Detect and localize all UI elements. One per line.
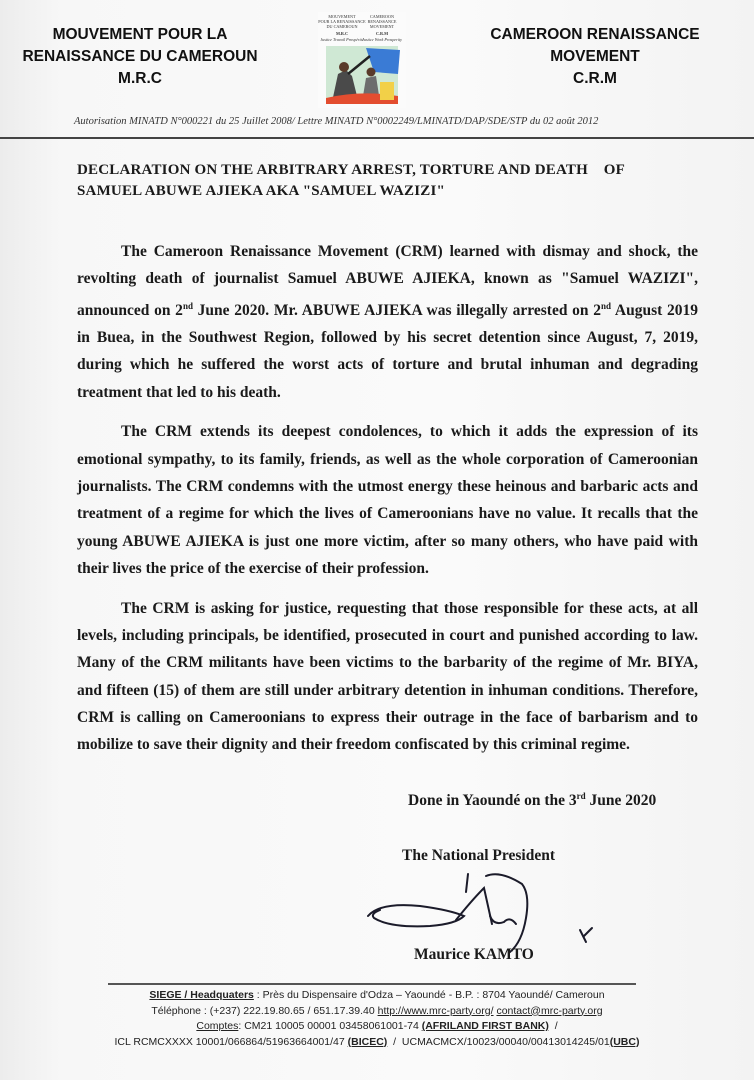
headquarters-address: : Près du Dispensaire d'Odza – Yaoundé - B.P. : 8704 Yaoundé/ Cameroun <box>253 989 605 1001</box>
party-acronym-en: C.R.M <box>573 70 617 87</box>
accounts-separator: / <box>548 1020 558 1032</box>
header-left-party-name <box>6 24 274 90</box>
handwritten-signature <box>360 866 600 958</box>
paragraph-1 <box>77 238 698 406</box>
header-right-party-name <box>470 24 720 90</box>
logo-text-left-3: DU CAMEROUN <box>326 24 358 29</box>
title-line-2: SAMUEL ABUWE AJIEKA AKA "SAMUEL WAZIZI" <box>77 183 446 199</box>
done-text-a: Done in Yaoundé on the 3 <box>408 792 577 810</box>
accounts-label: Comptes <box>196 1020 239 1032</box>
party-acronym-fr: M.R.C <box>118 70 162 87</box>
bank-name-2: (BICEC) <box>347 1035 388 1048</box>
footer-accounts-line-2 <box>52 1035 702 1051</box>
done-sup: rd <box>576 791 586 801</box>
account-number-1: : CM21 10005 00001 03458061001-74 <box>238 1020 422 1032</box>
p1-sup-2: nd <box>601 300 612 311</box>
party-name-fr-line1: MOUVEMENT POUR LA <box>52 26 228 43</box>
logo-text-left-1: MOUVEMENT <box>328 14 356 19</box>
declaration-title <box>77 160 697 202</box>
logo-text-right-3: MOVEMENT <box>369 24 395 29</box>
p1-sup-1: nd <box>182 300 193 311</box>
declaration-body <box>77 238 698 771</box>
logo-text-left-5: Justice Travail Prospérité <box>320 37 364 42</box>
signatory-role: The National President <box>402 847 555 864</box>
logo-illustration <box>326 46 400 104</box>
footer-accounts-line <box>52 1019 702 1035</box>
letterhead-footer <box>52 988 702 1050</box>
signatory-name: Maurice KAMTO <box>414 946 534 963</box>
phone-numbers: Téléphone : (+237) 222.19.80.65 / 651.17.39.40 <box>151 1004 378 1017</box>
place-date-line <box>408 791 656 810</box>
logo-text-right-5: Justice Work Prosperity <box>362 37 402 42</box>
title-line-1: DECLARATION ON THE ARBITRARY ARREST, TORTURE AND DEATH OF <box>77 162 625 178</box>
paragraph-2: The CRM extends its deepest condolences, to which it adds the expression of its emotional sympathy, to its family, friends, as well as the whole corporation of Cameroonian journalists. The CRM condemns with the utmost energy these heinous and barbaric acts and treatment of a regime for which the lives of Cameroonians have no value. It recalls that the young ABUWE AJIEKA is just one more victim, after so many others, who have paid with their lives the price of the exercise of their profession. <box>77 423 698 577</box>
logo-text-right-4: C.R.M <box>375 31 389 36</box>
party-name-fr-line2: RENAISSANCE DU CAMEROUN <box>22 48 258 65</box>
bank-name-1: (AFRILAND FIRST BANK) <box>421 1020 549 1032</box>
headquarters-label: SIEGE / Headquaters <box>149 989 254 1001</box>
bank-name-3: (UBC) <box>609 1035 640 1048</box>
email-link[interactable]: contact@mrc-party.org <box>496 1004 603 1017</box>
footer-contact-line <box>52 1004 702 1020</box>
party-logo <box>318 12 406 108</box>
website-link[interactable]: http://www.mrc-party.org/ <box>377 1004 494 1017</box>
logo-text-right-1: CAMEROON <box>370 14 394 19</box>
p1-text-b: June 2020. Mr. ABUWE AJIEKA was illegally arrested on 2 <box>192 301 602 319</box>
done-text-b: June 2020 <box>585 792 657 810</box>
authorization-line: Autorisation MINATD N°000221 du 25 Juillet 2008/ Lettre MINATD N°0002249/LMINATD/DAP/SDE/STP du 02 août 2012 <box>74 116 599 127</box>
party-name-en-line2: MOVEMENT <box>550 48 640 65</box>
header-divider <box>0 137 754 139</box>
logo-text-left-2: POUR LA RENAISSANCE <box>318 19 366 24</box>
logo-text-left-4: M.R.C <box>335 31 349 36</box>
account-number-3: / UCMACMCX/10023/00040/00413014245/01 <box>387 1035 610 1048</box>
party-name-en-line1: CAMEROON RENAISSANCE <box>490 26 700 43</box>
p1-text-a: The Cameroon Renaissance Movement (CRM) learned with dismay and shock, the revolting death of journalist Samuel ABUWE AJIEKA, known as "Samuel WAZIZI", announced on 2 <box>77 243 698 319</box>
footer-divider <box>108 983 636 985</box>
paragraph-3: The CRM is asking for justice, requesting that those responsible for these acts, at all levels, including principals, be identified, prosecuted in court and punished according to law. Many of the CRM militants have been victims to the barbarity of the regime of Mr. BIYA, and fifteen (15) of them are still under arbitrary detention in inhuman conditions. Therefore, CRM is calling on Cameroonians to express their outrage in the face of barbarism and to mobilize to save their dignity and their freedom confiscated by this criminal regime. <box>77 599 698 754</box>
p1-text-c: August 2019 in Buea, in the Southwest Region, followed by his secret detention since August, 7, 2019, during which he suffered the worst acts of torture and brutal inhuman and degrading treatment that led to his death. <box>77 301 698 401</box>
account-number-2: ICL RCMCXXXX 10001/066864/51963664001/47 <box>114 1035 348 1048</box>
logo-text-right-2: RENAISSANCE <box>367 19 397 24</box>
footer-address-line <box>52 988 702 1004</box>
